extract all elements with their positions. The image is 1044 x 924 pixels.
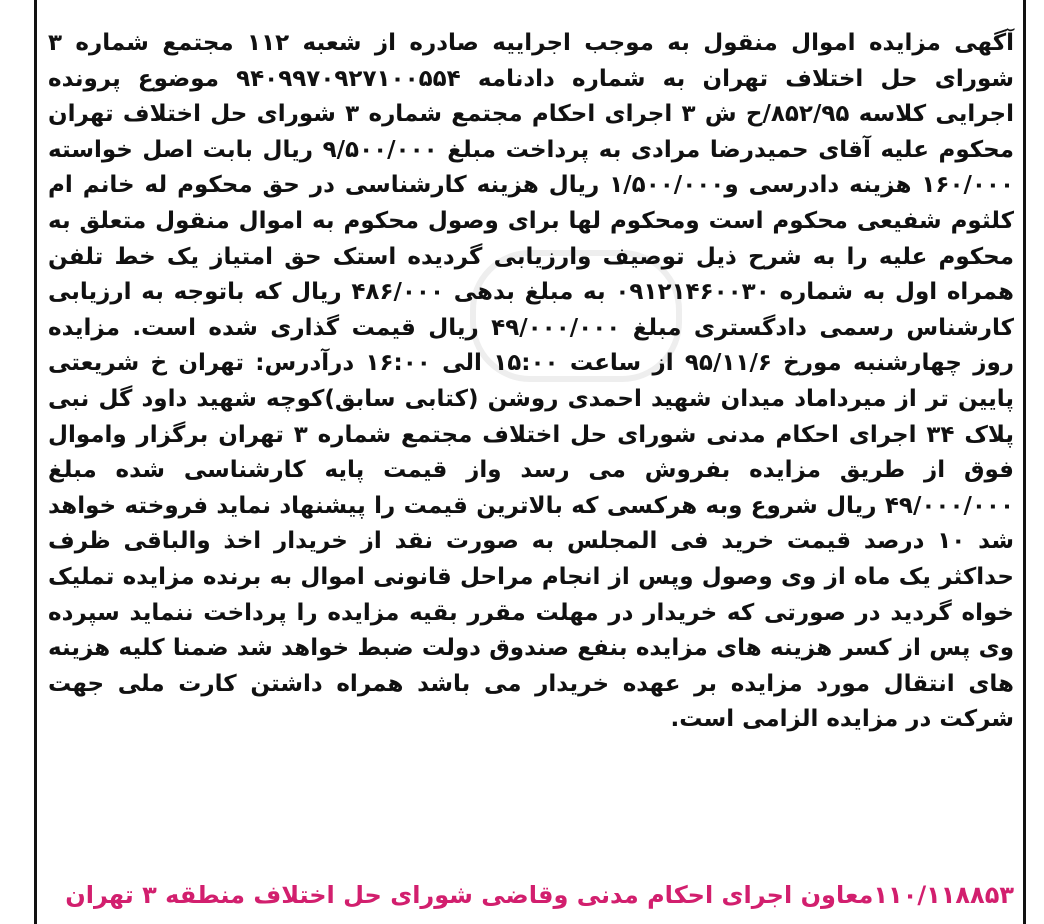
notice-text: آگهی مزایده اموال منقول به موجب اجراییه صادره از شعبه ۱۱۲ مجتمع شماره ۳ شورای حل اختلاف تهران به شماره دادنامه ۹۴۰۹۹۷۰۹۲۷۱۰۰۵۵۴ موضوع پرونده اجرایی کلاسه ۸۵۲/۹۵/ح ش ۳ اجرای احکام مجتمع شماره ۳ شورای حل اختلاف تهران محکوم علیه آقای حمیدرضا مرادی به پرداخت مبلغ ۹/۵۰۰/۰۰۰ ریال بابت اصل خواسته ۱۶۰/۰۰۰ هزینه دادرسی و۱/۵۰۰/۰۰۰ ریال هزینه کارشناسی در حق محکوم له خانم ام کلثوم شفیعی محکوم است ومحکوم لها برای وصول محکوم به اموال منقول متعلق به محکوم علیه را به شرح ذیل توصیف وارزیابی گردیده استک حق امتیاز یک خط تلفن همراه اول به شماره ۰۹۱۲۱۴۶۰۰۳۰ به مبلغ بدهی ۴۸۶/۰۰۰ ریال که باتوجه به ارزیابی کارشناس رسمی دادگستری مبلغ ۴۹/۰۰۰/۰۰۰ ریال قیمت گذاری شده است. مزایده روز چهارشنبه مورخ ۹۵/۱۱/۶ از ساعت ۱۵:۰۰ الی ۱۶:۰۰ درآدرس: تهران خ شریعتی پایین تر از میرداماد میدان شهید احمدی روشن (کتابی سابق)کوچه شهید داود گل نبی پلاک ۳۴ اجرای احکام مدنی شورای حل اختلاف مجتمع شماره ۳ تهران برگزار واموال فوق از طریق مزایده بفروش می رسد واز قیمت پایه کارشناسی شده مبلغ ۴۹/۰۰۰/۰۰۰ ریال شروع وبه هرکسی که بالاترین قیمت را پیشنهاد نماید فروخته خواهد شد ۱۰ درصد قیمت خرید فی المجلس به صورت نقد از خریدار اخذ والباقی ظرف حداکثر یک ماه از وی وصول وپس از انجام مراحل قانونی اموال به برنده مزایده تملیک خواه گردید در صورتی که خریدار در مهلت مقرر بقیه مزایده را پرداخت ننماید سپرده وی پس از کسر هزینه های مزایده بنفع صندوق دولت ضبط خواهد شد ضمنا کلیه هزینه های انتقال مورد مزایده بر عهده خریدار می باشد همراه داشتن کارت ملی جهت شرکت در مزایده الزامی است. [48,30,1015,733]
notice-body [48,26,1014,738]
notice-signature: ۱۱۰/۱۱۸۸۵۳معاون اجرای احکام مدنی وقاضی شورای حل اختلاف منطقه ۳ تهران [65,881,1014,909]
